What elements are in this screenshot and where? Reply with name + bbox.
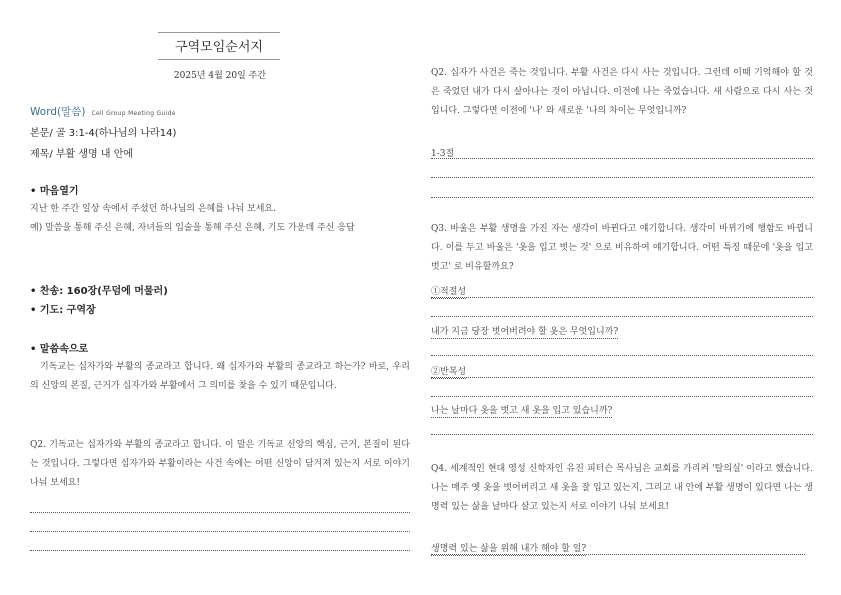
- word-label: Word(말씀): [30, 106, 86, 118]
- answer-line: [431, 434, 813, 435]
- answer-line: [431, 197, 813, 198]
- question-3-text: Q3. 바울은 부활 생명을 가진 자는 생각이 바뀐다고 얘기합니다. 생각이 바뀌기에 행함도 바뀝니다. 이를 두고 바울은 '옷을 입고 벗는 것' 으로 비유하여 얘기합니다. 어떤 특징 때문에 '옷을 입고 벗고' 로 비유할까요?: [431, 224, 813, 272]
- opening-heading: • 마음열기: [30, 186, 79, 197]
- prayer-line: • 기도: 구역장: [30, 305, 96, 316]
- question-1-text: Q2. 기독교는 십자가와 부활의 종교라고 합니다. 이 말은 기독교 신앙의 핵심, 근거, 본질이 된다는 것입니다. 그렇다면 십자가와 부활이라는 사건 속에는 어떤 신앙이 담겨져 있는지 서로 이야기 나눠 보세요!: [30, 440, 410, 488]
- answer-line: [431, 158, 813, 159]
- opening-text: [30, 200, 410, 238]
- hymn-line: • 찬송: 160장(무덤에 머물러): [30, 286, 168, 297]
- scripture-reference: 본문/ 골 3:1-4(하나님의 나라14): [30, 128, 177, 139]
- question-3-point-1: ①적절성: [431, 284, 466, 299]
- answer-line: [431, 377, 813, 378]
- answer-line: [431, 396, 813, 397]
- question-4-answer: 생명력 있는 삶을 위해 내가 해야 할 일?: [431, 541, 586, 556]
- question-2-answer: 1-3절: [431, 149, 455, 159]
- word-section-text: 기독교는 십자가와 부활의 종교라고 합니다. 왜 십자가와 부활의 종교라고 하는가? 바로, 우리의 신앙의 본질, 근거가 십자가와 부활에서 그 의미를 찾을 수 있기 때문입니다.: [30, 362, 410, 391]
- answer-line: [431, 355, 813, 356]
- word-section-heading: • 말씀속으로: [30, 344, 89, 355]
- question-3-point-1-question: 내가 지금 당장 벗어버려야 할 옷은 무엇입니까?: [431, 324, 618, 339]
- answer-line: [431, 177, 813, 178]
- page-title: 구역모임순서지: [158, 32, 280, 60]
- opening-line-2: 예) 말씀을 통해 주신 은혜, 자녀들의 입술을 통해 주신 은혜, 기도 가운데 주신 응답: [30, 223, 355, 233]
- answer-line: [431, 554, 805, 555]
- word-heading: [30, 104, 176, 119]
- answer-line: [30, 512, 410, 513]
- question-3-point-2: ②반복성: [431, 364, 466, 379]
- question-2-text: Q2. 십자가 사건은 죽는 것입니다. 부활 사건은 다시 사는 것입니다. 그런데 이때 기억해야 할 것은 죽었던 내가 다시 살아나는 것이 아닙니다. 이전에 나는 죽었습니다. 새 사람으로 다시 사는 것입니다. 그렇다면 이전에 '나' 와 새로운 '나의 차이는 무엇입니까?: [431, 68, 813, 116]
- question-4-text: Q4. 세계적인 현대 영성 신학자인 유진 피터슨 목사님은 교회를 가리켜 '탈의실' 이라고 했습니다. 나는 매주 옛 옷을 벗어버리고 새 옷을 잘 입고 있는지, 그리고 내 안에 부활 생명이 있다면 나는 생명력 있는 삶을 날마다 살고 있는지 서로 이야기 나눠 보세요!: [431, 464, 813, 512]
- sermon-title: 제목/ 부활 생명 내 안에: [30, 149, 134, 160]
- answer-line: [30, 550, 410, 551]
- date-line: 2025년 4월 20일 주간: [173, 71, 267, 81]
- question-3-point-2-question: 나는 날마다 옷을 벗고 새 옷을 입고 있습니까?: [431, 403, 612, 418]
- answer-line: [431, 316, 813, 317]
- opening-line-1: 지난 한 주간 일상 속에서 주셨던 하나님의 은혜를 나눠 보세요.: [30, 204, 276, 214]
- answer-line: [431, 297, 813, 298]
- answer-line: [30, 531, 410, 532]
- word-subtitle: Cell Group Meeting Guide: [91, 110, 176, 117]
